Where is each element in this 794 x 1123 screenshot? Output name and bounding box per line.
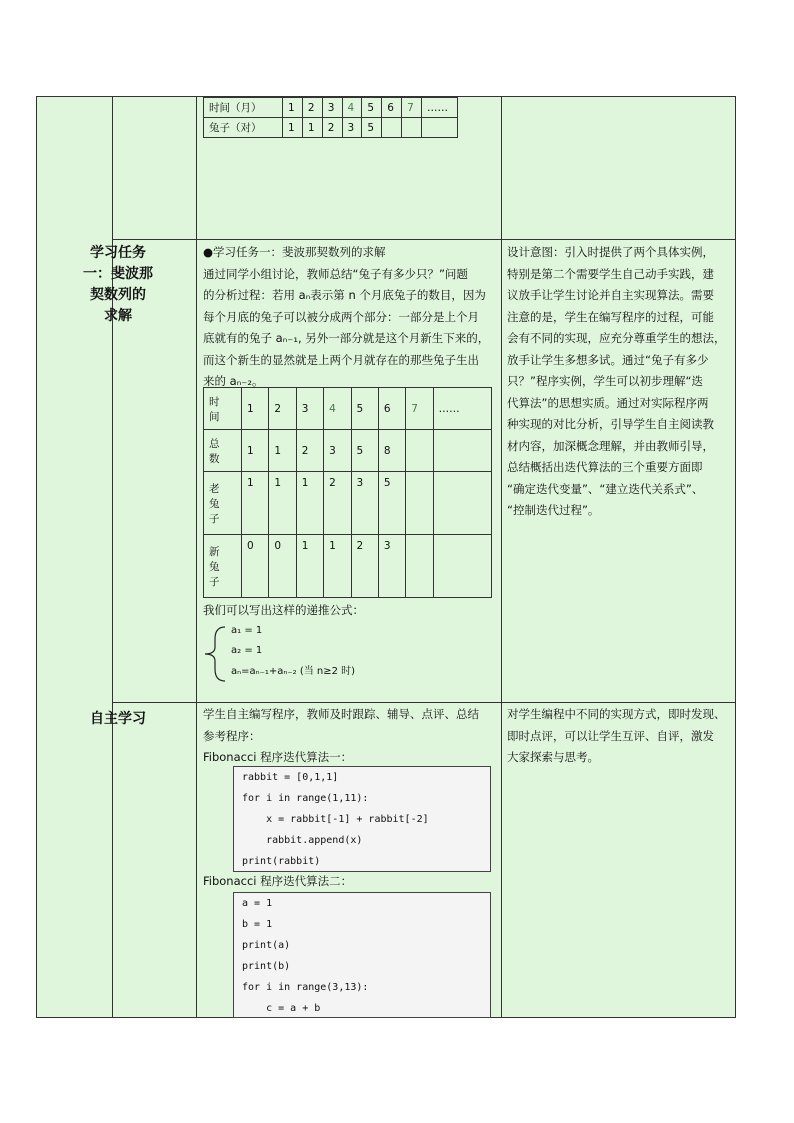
code-line: b = 1	[242, 919, 273, 930]
table-row	[204, 388, 492, 430]
task1-text	[203, 242, 498, 393]
table-row	[204, 472, 492, 535]
design-line: 种实现的对比分析，引导学生自主阅读教	[507, 417, 714, 431]
design-line: 总结概括出迭代算法的三个重要方面即	[507, 460, 703, 474]
column-4	[502, 97, 735, 1017]
brace-icon	[201, 625, 229, 683]
design-line: 特别是第二个需要学生自己动手实践，建	[507, 266, 714, 281]
task1-para-line: 每个月底的兔子可以被分成两个部分：一部分是上个月	[203, 309, 479, 324]
table-row	[204, 98, 458, 118]
table-cell: 3	[324, 430, 351, 472]
intro-line: 学生自主编写程序，教师及时跟踪、辅导、点评、总结	[203, 707, 479, 721]
task1-para-line: 底就有的兔子 aₙ₋₁, 另外一部分就是这个月新生下来的，	[203, 331, 490, 345]
algo1-title: Fibonacci 程序迭代算法一：	[203, 750, 353, 764]
formula-intro: 我们可以写出这样的递推公式：	[203, 603, 364, 617]
design-line: “确定迭代变量”、“建立迭代关系式”、	[507, 481, 704, 496]
formula-line-1: a₁ = 1	[231, 625, 263, 636]
design-line: 议放手让学生讨论并自主实现算法。需要	[507, 288, 714, 302]
table-cell: 7	[402, 98, 422, 118]
top-rabbit-table	[203, 97, 458, 138]
table-header-cell	[204, 388, 242, 430]
table-cell: 2	[324, 472, 351, 535]
table-cell: 1	[302, 118, 322, 138]
table-cell: 2	[351, 535, 378, 598]
table-cell: 1	[269, 472, 296, 535]
intro-line: 参考程序：	[203, 728, 261, 743]
code-line: for i in range(3,13):	[242, 982, 369, 993]
table-header-cell	[204, 472, 242, 535]
design-line: 会有不同的实现，应充分尊重学生的想法，	[507, 331, 726, 345]
table-row	[204, 118, 458, 138]
code-line: print(rabbit)	[242, 856, 321, 867]
table-header-cell	[204, 535, 242, 598]
table-cell: 2	[296, 430, 323, 472]
header-char: 数	[209, 452, 220, 465]
formula-line-2: a₂ = 1	[231, 645, 263, 656]
table-cell	[406, 535, 433, 598]
design-line: 代算法”的思想实质。通过对实际程序两	[507, 395, 709, 410]
table-cell: 5	[351, 430, 378, 472]
table-cell	[433, 430, 491, 472]
table-row	[204, 430, 492, 472]
task1-rabbit-table	[203, 387, 492, 598]
table-cell: 6	[382, 98, 402, 118]
task1-label-line: 一：斐波那	[83, 266, 153, 282]
task1-design-intent	[507, 242, 735, 522]
design-line: 放手让学生多想多试。通过“兔子有多少	[507, 352, 709, 367]
table-cell: 1	[242, 388, 269, 430]
self-study-label: 自主学习	[90, 711, 146, 727]
table-cell: 3	[322, 98, 342, 118]
table-cell	[433, 472, 491, 535]
formula-line-3: aₙ=aₙ₋₁+aₙ₋₂ (当 n≥2 时)	[231, 666, 356, 677]
table-cell: ……	[422, 98, 458, 118]
task1-label-line: 学习任务	[90, 245, 146, 261]
design-line: 对学生编程中不同的实现方式，即时发现、	[507, 707, 726, 721]
table-cell	[406, 430, 433, 472]
design-line: “控制迭代过程”。	[507, 503, 600, 517]
table-cell: 1	[283, 118, 303, 138]
code-line: rabbit.append(x)	[242, 835, 363, 846]
row-divider	[113, 702, 735, 703]
table-cell: 3	[351, 472, 378, 535]
header-char: 兔	[209, 497, 220, 510]
column-2	[113, 97, 197, 1017]
table-cell: 3	[342, 118, 362, 138]
table-cell: 3	[378, 535, 405, 598]
table-cell: 1	[283, 98, 303, 118]
table-cell	[422, 118, 458, 138]
task1-para-line: 而这个新生的显然就是上两个月就存在的那些兔子生出	[203, 352, 479, 367]
algo2-code-block	[233, 892, 491, 1018]
table-row	[204, 535, 492, 598]
header-char: 时	[209, 395, 220, 408]
code-line: rabbit = [0,1,1]	[242, 772, 339, 783]
self-study-intro	[203, 704, 498, 769]
design-line: 注意的是，学生在编写程序的过程，可能	[507, 309, 714, 324]
table-cell: 0	[242, 535, 269, 598]
table-cell: 1	[296, 472, 323, 535]
table-cell: 4	[342, 98, 362, 118]
design-line: 材内容，加深概念理解，并由教师引导，	[507, 438, 714, 453]
design-line: 即时点评，可以让学生互评、自评，激发	[507, 728, 714, 743]
code-line: a = 1	[242, 898, 273, 909]
table-cell: 5	[362, 98, 382, 118]
table-cell: 1	[242, 472, 269, 535]
task1-title: ●学习任务一：斐波那契数列的求解	[203, 245, 386, 259]
code-line: print(a)	[242, 940, 291, 951]
code-line: c = a + b	[242, 1003, 321, 1014]
design-line: 设计意图：引入时提供了两个具体实例，	[507, 245, 714, 259]
header-char: 子	[209, 575, 220, 588]
table-cell	[402, 118, 422, 138]
algo2-title: Fibonacci 程序迭代算法二：	[203, 874, 353, 888]
table-cell: 2	[322, 118, 342, 138]
header-char: 子	[209, 512, 220, 525]
table-cell: 1	[296, 535, 323, 598]
table-cell: 2	[302, 98, 322, 118]
table-cell	[406, 472, 433, 535]
table-cell: 2	[269, 388, 296, 430]
task1-para-line: 通过同学小组讨论，教师总结“兔子有多少只？”问题	[203, 266, 468, 281]
header-char: 兔	[209, 560, 220, 573]
table-cell: 6	[378, 388, 405, 430]
code-line: for i in range(1,11):	[242, 793, 369, 804]
table-cell: 5	[362, 118, 382, 138]
task1-para-line: 来的 aₙ₋₂。	[203, 374, 264, 388]
table-cell: 7	[406, 388, 433, 430]
task1-label	[77, 243, 159, 327]
table-cell: 8	[378, 430, 405, 472]
task1-para-line: 的分析过程：若用 aₙ表示第 n 个月底兔子的数目，因为	[203, 288, 486, 302]
column-1	[37, 97, 113, 1017]
table-cell: ……	[433, 388, 491, 430]
table-cell: 1	[324, 535, 351, 598]
table-cell: 5	[378, 472, 405, 535]
table-cell: 4	[324, 388, 351, 430]
design-line: 大家探索与思考。	[507, 750, 599, 764]
table-cell: 1	[242, 430, 269, 472]
header-char: 新	[209, 545, 220, 558]
design-line: 只？”程序实例，学生可以初步理解“迭	[507, 374, 703, 388]
algo1-code-block	[233, 766, 491, 872]
header-char: 老	[209, 482, 220, 495]
table-cell: 0	[269, 535, 296, 598]
table-cell	[382, 118, 402, 138]
task1-label-line: 求解	[104, 308, 132, 324]
table-cell	[433, 535, 491, 598]
header-char: 间	[209, 410, 220, 423]
table-header-cell: 兔子（对）	[204, 118, 283, 138]
table-cell: 3	[296, 388, 323, 430]
table-header-cell: 时间（月）	[204, 98, 283, 118]
self-study-design	[507, 704, 735, 769]
task1-label-line: 契数列的	[90, 287, 146, 303]
table-cell: 5	[351, 388, 378, 430]
row-divider	[113, 239, 735, 240]
code-line: print(b)	[242, 961, 291, 972]
header-char: 总	[209, 437, 220, 450]
table-header-cell	[204, 430, 242, 472]
code-line: x = rabbit[-1] + rabbit[-2]	[242, 814, 429, 825]
table-cell: 1	[269, 430, 296, 472]
